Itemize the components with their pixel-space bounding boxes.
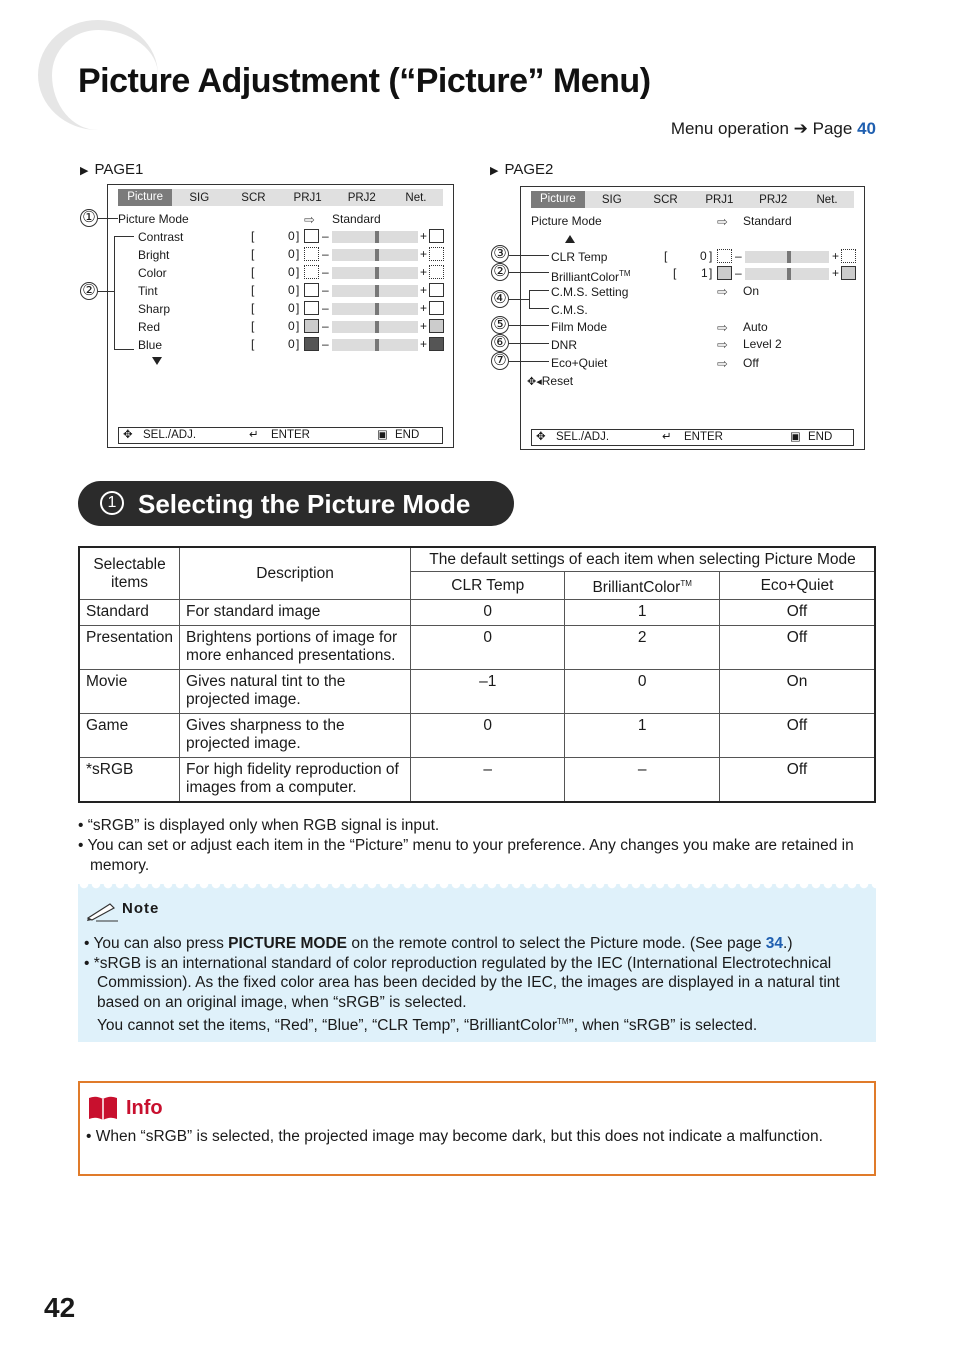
end-icon: ▣ bbox=[377, 429, 388, 441]
header-brilliantcolor: BrilliantColor™ bbox=[565, 572, 720, 600]
tab-prj1[interactable]: PRJ1 bbox=[293, 191, 322, 204]
triangle-right-icon: ▶ bbox=[80, 165, 89, 177]
select-arrow-icon: ⇨ bbox=[717, 320, 728, 335]
note-title: Note bbox=[122, 900, 160, 917]
adjust-icon bbox=[304, 337, 319, 351]
callout-3: ③ bbox=[491, 245, 509, 263]
cell-eco-quiet: Off bbox=[720, 714, 876, 758]
clr-temp-slider[interactable] bbox=[745, 251, 829, 263]
bullet-item: • “sRGB” is displayed only when RGB signal is input. bbox=[78, 817, 440, 834]
section-number: 1 bbox=[100, 491, 124, 515]
adjust-row[interactable]: Contrast bbox=[138, 230, 184, 244]
picture-mode-row[interactable]: Picture Mode bbox=[118, 212, 189, 226]
adjust-slider[interactable] bbox=[332, 231, 418, 243]
cell-eco-quiet: Off bbox=[720, 626, 876, 670]
adjust-icon bbox=[304, 247, 319, 261]
callout-7: ⑦ bbox=[491, 352, 509, 370]
menu-operation-page-link[interactable]: 40 bbox=[857, 119, 876, 138]
table-row bbox=[79, 714, 875, 758]
page-number: 42 bbox=[44, 1292, 76, 1323]
adjust-row[interactable]: Color bbox=[138, 266, 167, 280]
table-row bbox=[79, 626, 875, 670]
table-row bbox=[79, 670, 875, 714]
page2-footer: ✥ SEL./ADJ. ↵ ENTER ▣ END bbox=[531, 429, 854, 446]
cell-clr-temp: 0 bbox=[411, 626, 565, 670]
header-eco-quiet: Eco+Quiet bbox=[720, 572, 876, 600]
brilliantcolor-row[interactable]: BrilliantColor™ bbox=[551, 269, 631, 284]
book-icon bbox=[88, 1095, 118, 1121]
adjust-icon bbox=[429, 265, 444, 279]
cell-clr-temp: 0 bbox=[411, 600, 565, 626]
enter-icon: ↵ bbox=[249, 429, 259, 441]
cell-item: Standard bbox=[79, 600, 180, 626]
triangle-right-icon: ▶ bbox=[490, 165, 499, 177]
cell-eco-quiet: On bbox=[720, 670, 876, 714]
reset-row[interactable]: ✥◂Reset bbox=[527, 374, 574, 388]
page1-footer: ✥ SEL./ADJ. ↵ ENTER ▣ END bbox=[118, 427, 443, 444]
adjust-icon bbox=[304, 319, 319, 333]
tab-net[interactable]: Net. bbox=[405, 191, 427, 204]
cell-clr-temp: –1 bbox=[411, 670, 565, 714]
adjust-row[interactable]: Sharp bbox=[138, 302, 171, 316]
adjust-slider[interactable] bbox=[332, 321, 418, 333]
select-arrow-icon: ⇨ bbox=[304, 212, 315, 227]
clr-temp-icon bbox=[841, 249, 856, 263]
section-banner bbox=[78, 481, 514, 526]
tab-sig[interactable]: SIG bbox=[189, 191, 210, 204]
adjust-row[interactable]: Bright bbox=[138, 248, 170, 262]
cell-description: Brightens portions of image for more enhanced presentations. bbox=[180, 626, 411, 670]
select-arrow-icon: ⇨ bbox=[717, 337, 728, 352]
page2-label: ▶ PAGE2 bbox=[490, 161, 554, 178]
triangle-down-icon bbox=[152, 357, 162, 365]
cell-brilliantcolor: 0 bbox=[565, 670, 720, 714]
cell-brilliantcolor: 1 bbox=[565, 600, 720, 626]
page1-tabs bbox=[118, 189, 443, 206]
clr-temp-icon bbox=[717, 249, 732, 263]
tab-prj2[interactable]: PRJ2 bbox=[347, 191, 376, 204]
reset-arrows-icon: ✥◂ bbox=[527, 376, 542, 388]
header-selectable: Selectable items bbox=[79, 547, 180, 600]
tab-net[interactable]: Net. bbox=[816, 193, 838, 206]
adjust-icon bbox=[304, 265, 319, 279]
dnr-row[interactable]: DNR bbox=[551, 338, 577, 352]
cell-item: Game bbox=[79, 714, 180, 758]
info-title: Info bbox=[126, 1097, 163, 1119]
eco-quiet-row[interactable]: Eco+Quiet bbox=[551, 356, 608, 370]
note-item: • *sRGB is an international standard of color reproduction regulated by the IEC (International Electrotechnical Commission). As the fixed color area has been decided by the IEC, the images are displayed in a natural tint based on an original image, when “sRGB” is selected. You cannot set the items, “Red”, “Blue”, “CLR Temp”, “BrilliantColor™”, when “sRGB” is selected. bbox=[84, 954, 840, 1035]
end-icon: ▣ bbox=[790, 431, 801, 443]
cell-description: Gives sharpness to the projected image. bbox=[180, 714, 411, 758]
page2-tabs bbox=[531, 191, 854, 208]
adjust-icon bbox=[304, 283, 319, 297]
page-link[interactable]: 34 bbox=[765, 935, 784, 952]
adjust-row[interactable]: Tint bbox=[138, 284, 158, 298]
tab-picture[interactable]: Picture bbox=[118, 189, 172, 206]
adjust-icon bbox=[429, 337, 444, 351]
tab-picture[interactable]: Picture bbox=[531, 191, 585, 208]
callout-5: ⑤ bbox=[491, 316, 509, 334]
header-defaults: The default settings of each item when selecting Picture Mode bbox=[411, 547, 875, 572]
cell-brilliantcolor: – bbox=[565, 758, 720, 802]
section-title: Selecting the Picture Mode bbox=[138, 489, 471, 519]
adjust-icon bbox=[429, 301, 444, 315]
menu-operation-ref: Menu operation ➔ Page 40 bbox=[670, 119, 876, 138]
callout-2b: ② bbox=[491, 263, 509, 281]
bullet-list bbox=[78, 816, 876, 876]
adjust-icon bbox=[304, 229, 319, 243]
page1-label: ▶ PAGE1 bbox=[80, 161, 144, 178]
header-clr-temp: CLR Temp bbox=[411, 572, 565, 600]
select-arrow-icon: ⇨ bbox=[717, 284, 728, 299]
updown-arrow-icon: ✥ bbox=[123, 429, 133, 441]
table-row bbox=[79, 758, 875, 802]
clr-temp-row[interactable]: CLR Temp bbox=[551, 250, 608, 264]
picture-mode-row[interactable]: Picture Mode bbox=[531, 214, 602, 228]
table-row bbox=[79, 600, 875, 626]
adjust-slider[interactable] bbox=[332, 285, 418, 297]
page-title: Picture Adjustment (“Picture” Menu) bbox=[78, 62, 651, 100]
tab-scr[interactable]: SCR bbox=[653, 193, 678, 206]
enter-icon: ↵ bbox=[662, 431, 672, 443]
callout-6: ⑥ bbox=[491, 334, 509, 352]
cell-item: Presentation bbox=[79, 626, 180, 670]
tab-prj1[interactable]: PRJ1 bbox=[705, 193, 734, 206]
cell-item: *sRGB bbox=[79, 758, 180, 802]
adjust-icon bbox=[304, 301, 319, 315]
cell-clr-temp: 0 bbox=[411, 714, 565, 758]
adjust-icon bbox=[429, 283, 444, 297]
cell-eco-quiet: Off bbox=[720, 600, 876, 626]
info-box bbox=[78, 1081, 876, 1176]
cell-eco-quiet: Off bbox=[720, 758, 876, 802]
adjust-row[interactable]: Red bbox=[138, 320, 161, 334]
triangle-up-icon bbox=[565, 235, 575, 243]
adjust-slider[interactable] bbox=[332, 249, 418, 261]
adjust-slider[interactable] bbox=[332, 303, 418, 315]
brilliantcolor-icon bbox=[841, 266, 856, 280]
tab-prj2[interactable]: PRJ2 bbox=[759, 193, 788, 206]
brilliantcolor-icon bbox=[717, 266, 732, 280]
select-arrow-icon: ⇨ bbox=[717, 356, 728, 371]
cms-row[interactable]: C.M.S. bbox=[551, 303, 588, 317]
info-text: • When “sRGB” is selected, the projected image may become dark, but this does not indicate a malfunction. bbox=[86, 1128, 823, 1145]
cell-description: Gives natural tint to the projected image. bbox=[180, 670, 411, 714]
picture-mode-table bbox=[78, 546, 876, 803]
adjust-row[interactable]: Blue bbox=[138, 338, 163, 352]
cms-setting-row[interactable]: C.M.S. Setting bbox=[551, 285, 629, 299]
bullet-item: • You can set or adjust each item in the “Picture” menu to your preference. Any changes you make are retained in memory. bbox=[78, 837, 854, 874]
callout-2: ② bbox=[80, 282, 98, 300]
note-box bbox=[78, 884, 876, 1042]
adjust-slider[interactable] bbox=[332, 339, 418, 351]
cell-item: Movie bbox=[79, 670, 180, 714]
brilliantcolor-slider[interactable] bbox=[745, 268, 829, 280]
note-item: • You can also press PICTURE MODE on the remote control to select the Picture mode. (See page 34.) bbox=[84, 935, 793, 952]
cell-brilliantcolor: 2 bbox=[565, 626, 720, 670]
picture-mode-value: Standard bbox=[332, 212, 381, 226]
callout-4: ④ bbox=[491, 290, 509, 308]
header-description: Description bbox=[180, 547, 411, 600]
cell-brilliantcolor: 1 bbox=[565, 714, 720, 758]
adjust-icon bbox=[429, 319, 444, 333]
callout-1: ① bbox=[80, 209, 98, 227]
page2-osd: Picture SIG SCR PRJ1 PRJ2 Net. Picture Mode ⇨ Standard CLR Temp [ 0 ] – + BrilliantColor™ [ 1 ] – + C.M.S. Setting ⇨ On C.M.S. Film Mode ⇨ Auto DNR ⇨ Level 2 Eco+Quiet ⇨ Off ✥◂Reset ✥ SEL./ADJ. ↵ ENTER ▣ END bbox=[520, 186, 865, 450]
adjust-icon bbox=[429, 229, 444, 243]
tab-sig[interactable]: SIG bbox=[601, 193, 622, 206]
adjust-icon bbox=[429, 247, 444, 261]
adjust-slider[interactable] bbox=[332, 267, 418, 279]
film-mode-row[interactable]: Film Mode bbox=[551, 320, 608, 334]
tab-scr[interactable]: SCR bbox=[241, 191, 266, 204]
updown-arrow-icon: ✥ bbox=[536, 431, 546, 443]
cell-description: For standard image bbox=[180, 600, 411, 626]
cell-description: For high fidelity reproduction of images from a computer. bbox=[180, 758, 411, 802]
cell-clr-temp: – bbox=[411, 758, 565, 802]
select-arrow-icon: ⇨ bbox=[717, 214, 728, 229]
page1-osd: Picture SIG SCR PRJ1 PRJ2 Net. Picture Mode ⇨ Standard ✥ SEL./ADJ. ↵ ENTER ▣ END Contrast [ 0 ] – + Bright [ 0 ] – + Color [ 0 ] – + Tint [ 0 ] – + Sharp [ 0 ] – + Red [ 0 ] – + Blue [ 0 ] – + bbox=[107, 184, 454, 448]
